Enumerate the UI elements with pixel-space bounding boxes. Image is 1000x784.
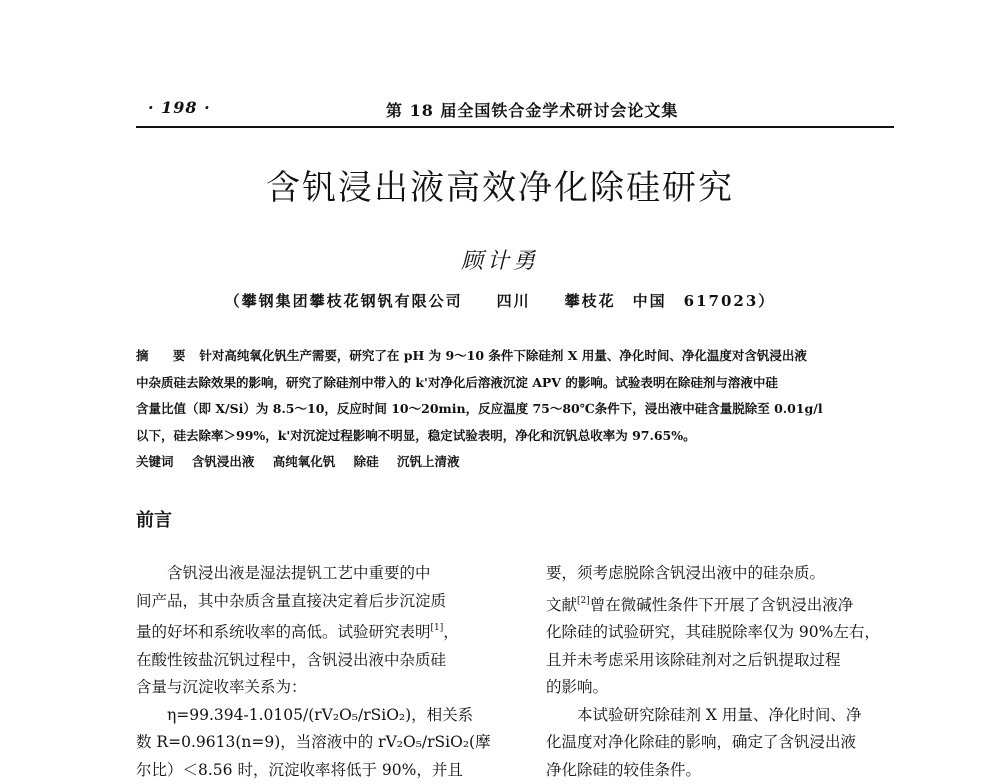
- body-line: 本试验研究除硅剂 X 用量、净化时间、净: [546, 702, 896, 730]
- body-line: 间产品，其中杂质含量直接决定着后步沉淀质: [136, 588, 488, 616]
- abstract-line: [136, 343, 896, 370]
- abstract: [136, 343, 896, 449]
- affiliation: （攀钢集团攀枝花钢钒有限公司 四川 攀枝花 中国 617023）: [0, 290, 1000, 311]
- body-line: 净化除硅的较佳条件。: [546, 757, 896, 784]
- body-line: 文献[2]曾在微碱性条件下开展了含钒浸出液净: [546, 588, 896, 620]
- page-number: · 198 ·: [148, 98, 211, 117]
- body-line: 的影响。: [546, 674, 896, 702]
- body-right-column: [546, 560, 896, 784]
- body-line: 含钒浸出液是湿法提钒工艺中重要的中: [136, 560, 488, 588]
- body-line: 尔比）＜8.56 时，沉淀收率将低于 90%，并且: [136, 757, 488, 784]
- section-heading: 前言: [136, 506, 172, 532]
- keyword: 沉钒上清液: [397, 454, 460, 469]
- author-name: 顾计勇: [0, 244, 1000, 275]
- keywords: [136, 452, 474, 470]
- keyword: 除硅: [354, 454, 379, 469]
- body-left-column: [136, 560, 488, 784]
- abstract-label: 摘 要: [136, 348, 195, 363]
- paper-title: 含钒浸出液高效净化除硅研究: [0, 160, 1000, 209]
- keyword: 高纯氧化钒: [273, 454, 336, 469]
- abstract-line: 中杂质硅去除效果的影响，研究了除硅剂中带入的 k'对净化后溶液沉淀 APV 的影响。试验表明在除硅剂与溶液中硅: [136, 370, 896, 397]
- body-line: 化温度对净化除硅的影响，确定了含钒浸出液: [546, 729, 896, 757]
- keyword: 含钒浸出液: [192, 454, 255, 469]
- body-line: η=99.394-1.0105/(rV₂O₅/rSiO₂)，相关系: [136, 702, 488, 730]
- abstract-line: 以下，硅去除率＞99%，k'对沉淀过程影响不明显，稳定试验表明，净化和沉钒总收率为 97.65%。: [136, 423, 896, 450]
- citation-ref[interactable]: [2]: [577, 596, 590, 606]
- body-line: 含量与沉淀收率关系为：: [136, 674, 488, 702]
- proceedings-title: 第 18 届全国铁合金学术研讨会论文集: [386, 98, 678, 121]
- body-line: 数 R=0.9613(n=9)，当溶液中的 rV₂O₅/rSiO₂(摩: [136, 729, 488, 757]
- abstract-text: 针对高纯氧化钒生产需要，研究了在 pH 为 9～10 条件下除硅剂 X 用量、净化时间、净化温度对含钒浸出液: [199, 348, 806, 363]
- body-line: 要，须考虑脱除含钒浸出液中的硅杂质。: [546, 560, 896, 588]
- body-line: 且并未考虑采用该除硅剂对之后钒提取过程: [546, 647, 896, 675]
- abstract-line: 含量比值（即 X/Si）为 8.5～10，反应时间 10～20min，反应温度 75～80℃条件下，浸出液中硅含量脱除至 0.01g/l: [136, 396, 896, 423]
- header-rule: [136, 126, 894, 128]
- citation-ref[interactable]: [1]: [431, 623, 444, 633]
- body-line: 量的好坏和系统收率的高低。试验研究表明[1]，: [136, 615, 488, 647]
- body-line: 化除硅的试验研究，其硅脱除率仅为 90%左右，: [546, 619, 896, 647]
- body-line: 在酸性铵盐沉钒过程中，含钒浸出液中杂质硅: [136, 647, 488, 675]
- keywords-label: 关键词: [136, 454, 174, 469]
